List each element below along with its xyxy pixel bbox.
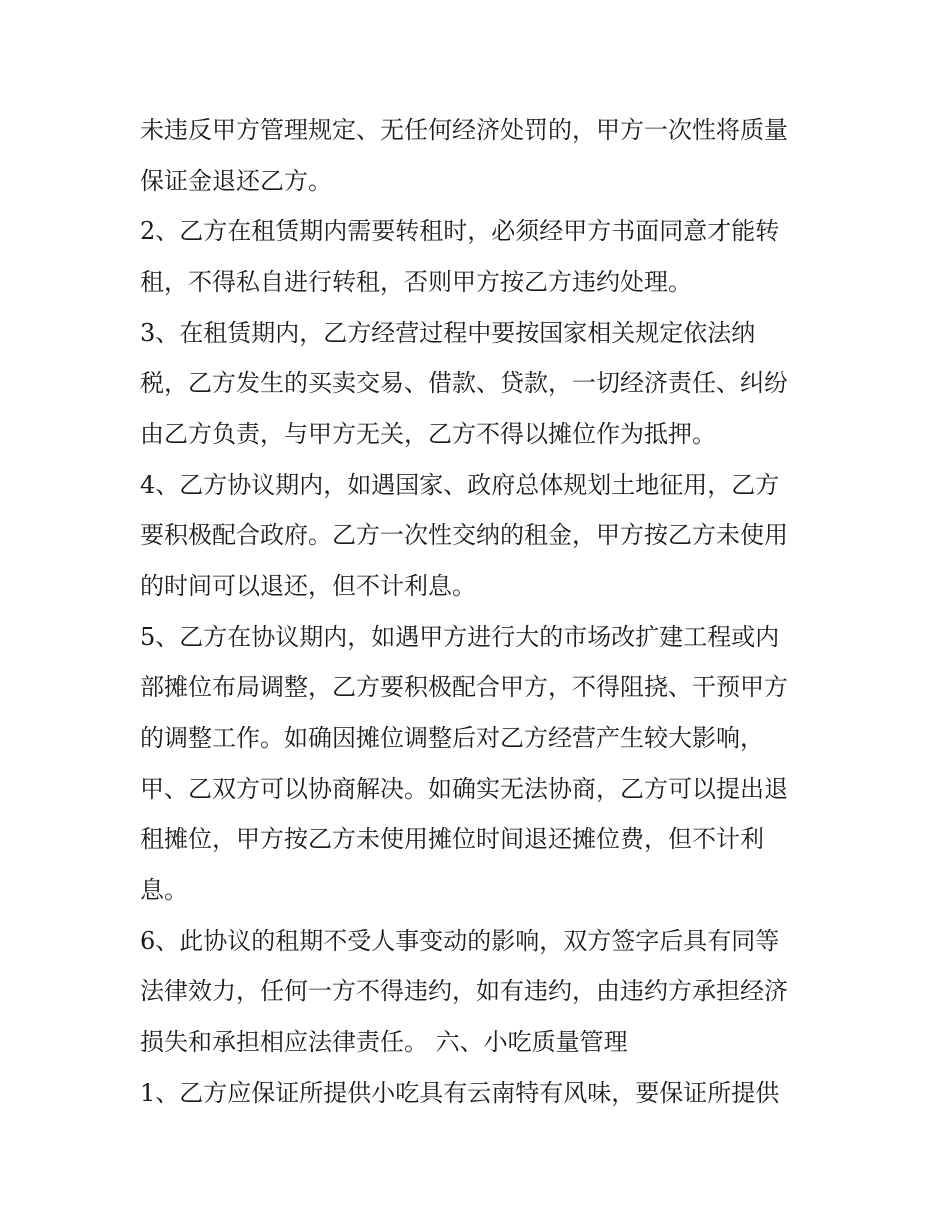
text-line: 法律效力，任何一方不得违约，如有违约，由违约方承担经济: [140, 977, 788, 1005]
text-line: 6、此协议的租期不受人事变动的影响，双方签字后具有同等: [140, 927, 780, 955]
text-line: 息。: [140, 876, 188, 904]
text-line: 4、乙方协议期内，如遇国家、政府总体规划土地征用，乙方: [140, 471, 780, 499]
text-line: 由乙方负责，与甲方无关，乙方不得以摊位作为抵押。: [140, 420, 716, 448]
text-line: 税，乙方发生的买卖交易、借款、贷款，一切经济责任、纠纷: [140, 369, 788, 397]
text-line: 租，不得私自进行转租，否则甲方按乙方违约处理。: [140, 268, 692, 296]
text-line: 1、乙方应保证所提供小吃具有云南特有风味，要保证所提供: [140, 1079, 780, 1107]
text-line: 未违反甲方管理规定、无任何经济处罚的，甲方一次性将质量: [140, 116, 788, 144]
text-line: 部摊位布局调整，乙方要积极配合甲方，不得阻挠、干预甲方: [140, 673, 788, 701]
text-line: 5、乙方在协议期内，如遇甲方进行大的市场改扩建工程或内: [140, 623, 780, 651]
text-line: 保证金退还乙方。: [140, 167, 332, 195]
text-line: 损失和承担相应法律责任。 六、小吃质量管理: [140, 1028, 628, 1056]
text-line: 的调整工作。如确因摊位调整后对乙方经营产生较大影响，: [140, 724, 764, 752]
text-line: 2、乙方在租赁期内需要转租时，必须经甲方书面同意才能转: [140, 217, 780, 245]
text-line: 甲、乙双方可以协商解决。如确实无法协商，乙方可以提出退: [140, 775, 788, 803]
text-line: 3、在租赁期内，乙方经营过程中要按国家相关规定依法纳: [140, 319, 756, 347]
text-line: 的时间可以退还，但不计利息。: [140, 572, 476, 600]
text-line: 租摊位，甲方按乙方未使用摊位时间退还摊位费，但不计利: [140, 825, 764, 853]
text-line: 要积极配合政府。乙方一次性交纳的租金，甲方按乙方未使用: [140, 521, 788, 549]
